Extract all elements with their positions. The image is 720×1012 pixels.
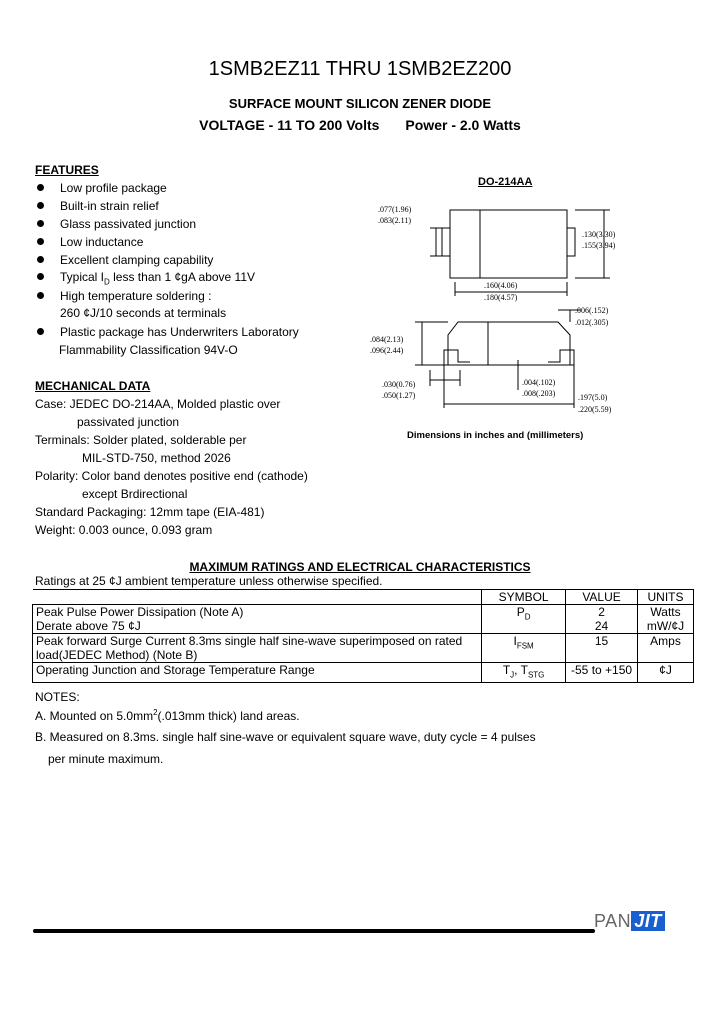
feature-item: Low inductance [60, 235, 144, 249]
mechanical-line: passivated junction [77, 415, 180, 429]
note-b: B. Measured on 8.3ms. single half sine-wave or equivalent square wave, duty cycle = 4 pulses [35, 730, 536, 744]
bullet-icon [37, 273, 44, 280]
dim-label: .160(4.06) [484, 281, 518, 290]
bullet-icon [37, 184, 44, 191]
bullet-icon [37, 328, 44, 335]
mechanical-line: Terminals: Solder plated, solderable per [35, 433, 247, 447]
footer-rule [33, 929, 595, 933]
bullet-icon [37, 292, 44, 299]
features-heading: FEATURES [35, 163, 99, 177]
note-a: A. Mounted on $5.0mm^2(.013mm$ thick) land areas. [35, 708, 300, 723]
feature-item-continued: Flammability Classification 94V-O [59, 343, 238, 357]
table-row: Peak forward Surge Current 8.3ms single half sine-wave superimposed on rated load(JEDEC Method) (Note B) $I_{FSM}$ 15 Amps [33, 634, 694, 663]
dim-label: .012(.305) [575, 318, 609, 327]
voltage-range: VOLTAGE - 11 TO 200 Volts [199, 117, 380, 133]
voltage-power-line [0, 117, 720, 133]
mechanical-line: Standard Packaging: 12mm tape (EIA-481) [35, 505, 265, 519]
note-b-continued: per minute maximum. [48, 752, 164, 766]
feature-item-continued: 260 ¢J/10 seconds at terminals [60, 306, 227, 320]
feature-item: Glass passivated junction [60, 217, 197, 231]
bullet-icon [37, 220, 44, 227]
dim-label: .130(3.30) [582, 230, 616, 239]
panjit-logo: PAN JIT [594, 911, 665, 932]
package-label: DO-214AA [478, 176, 533, 188]
notes-heading: NOTES: [35, 690, 80, 704]
bullet-icon [37, 238, 44, 245]
dim-label: .084(2.13) [370, 335, 404, 344]
ratings-table [32, 589, 694, 683]
mechanical-line: MIL-STD-750, method 2026 [82, 451, 231, 465]
dim-label: .197(5.0) [578, 393, 608, 402]
document-title: 1SMB2EZ11 THRU 1SMB2EZ200 [208, 58, 512, 80]
dim-label: .083(2.11) [378, 216, 412, 225]
bullet-icon [37, 256, 44, 263]
table-header-row [33, 590, 694, 605]
mechanical-line: Weight: 0.003 ounce, 0.093 gram [35, 523, 213, 537]
feature-item: High temperature soldering : [60, 289, 212, 303]
feature-item: Low profile package [60, 181, 167, 195]
ratings-heading: MAXIMUM RATINGS AND ELECTRICAL CHARACTERISTICS [189, 560, 531, 574]
table-row: Operating Junction and Storage Temperature Range $T_J$, $T_{STG}$ -55 to +150 ¢J [33, 663, 694, 683]
feature-item: Built-in strain relief [60, 199, 159, 213]
feature-item: Plastic package has Underwriters Laboratory [60, 325, 299, 339]
column-header: UNITS [638, 590, 694, 605]
dim-label: .155(3.94) [582, 241, 616, 250]
table-row: Peak Pulse Power Dissipation (Note A) Derate above 75 ¢J $P_D$ 2 24 Watts mW/¢J [33, 605, 694, 634]
feature-item: Typical $I_D$ less than 1 ¢gA above 11V [60, 270, 256, 287]
dimensions-note: Dimensions in inches and (millimeters) [407, 430, 584, 441]
mechanical-line: Polarity: Color band denotes positive end (cathode) [35, 469, 308, 483]
bullet-icon [37, 202, 44, 209]
package-outline-drawing [370, 190, 660, 420]
dim-label: .004(.102) [522, 378, 556, 387]
dim-label: .006(.152) [575, 306, 609, 315]
document-subtitle: SURFACE MOUNT SILICON ZENER DIODE [228, 96, 492, 111]
dim-label: .096(2.44) [370, 346, 404, 355]
dim-label: .220(5.59) [578, 405, 612, 414]
mechanical-line: except Brdirectional [82, 487, 188, 501]
dim-label: .180(4.57) [484, 293, 518, 302]
power-rating: Power - 2.0 Watts [405, 117, 521, 133]
ratings-intro: Ratings at 25 ¢J ambient temperature unless otherwise specified. [35, 574, 383, 588]
dim-label: .008(.203) [522, 389, 556, 398]
dim-label: .030(0.76) [382, 380, 416, 389]
feature-item: Excellent clamping capability [60, 253, 214, 267]
mechanical-line: Case: JEDEC DO-214AA, Molded plastic over [35, 397, 281, 411]
dim-label: .050(1.27) [382, 391, 416, 400]
dim-label: .077(1.96) [378, 205, 412, 214]
column-header: SYMBOL [482, 590, 566, 605]
mechanical-heading: MECHANICAL DATA [35, 379, 151, 393]
column-header: VALUE [566, 590, 638, 605]
